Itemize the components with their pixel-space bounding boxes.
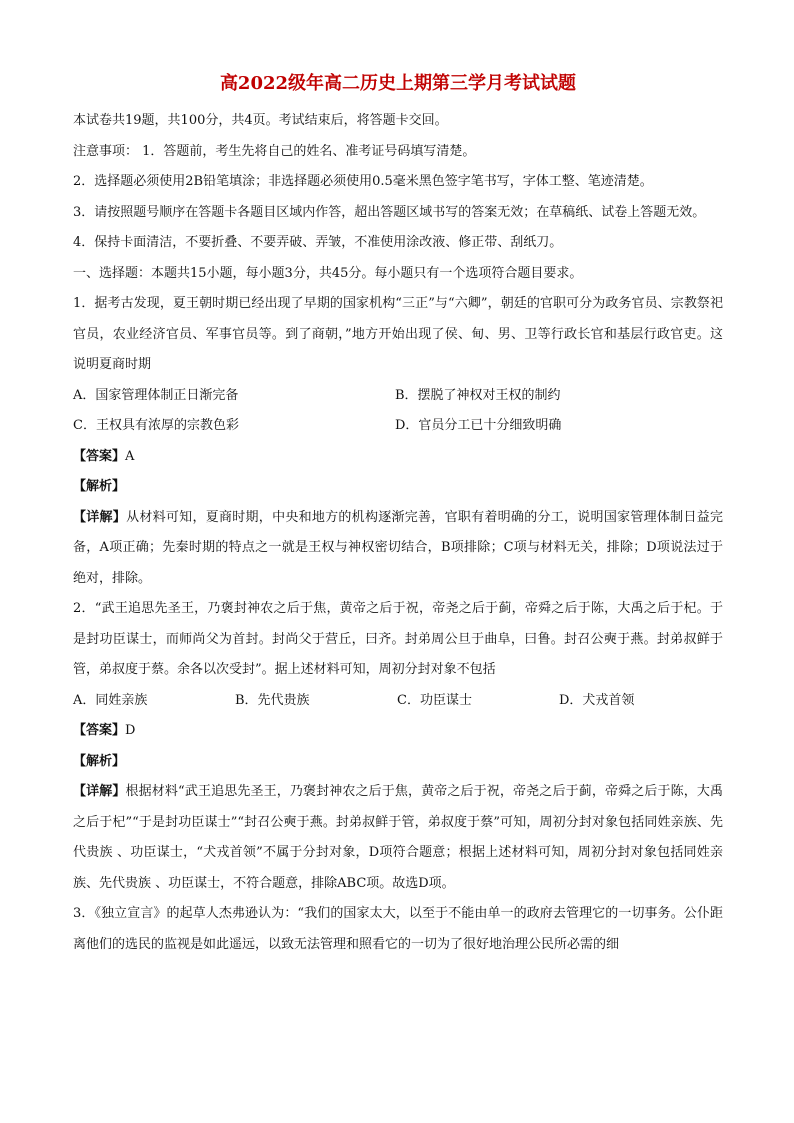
detail-label: 【详解】 [73,509,127,525]
q1-options-row-1 [73,381,723,412]
q2-detail [73,777,723,899]
q2-option-b: B．先代贵族 [235,692,310,708]
q2-option-c: C．功臣谋士 [397,692,472,708]
q2-answer [73,716,723,747]
q1-detail [73,503,723,595]
q2-option-a: A．同姓亲族 [73,692,148,708]
intro-text: 本试卷共19题，共100分，共4页。考试结束后，将答题卡交回。 [73,113,448,128]
q2-detail-text: 根据材料“武王追思先圣王，乃褒封神农之后于焦，黄帝之后于祝，帝尧之后于蓟，帝舜之后于陈，大禹之后于杞”“于是封功臣谋士”“封召公奭于燕。封弟叔鲜于管，弟叔度于蔡”可知，周初分封对象包括同姓亲族、先代贵族 、功臣谋士，“犬戎首领”不属于分封对象，D项符合题意；根据上述材料可知，周初分封对象包括同姓亲族、先代贵族 、功臣谋士，不符合题意，排除ABC项。故选D项。 [73,784,723,891]
q1-answer-value: A [125,448,135,464]
q3-stem: 3．《独立宣言》的起草人杰弗逊认为：“我们的国家太大，以至于不能由单一的政府去管理它的一切事务。公仆距离他们的选民的监视是如此遥远，以致无法管理和照看它的一切为了很好地治理公民所必需的细 [73,906,723,952]
section-heading: 一、选择题：本题共15小题，每小题3分，共45分。每小题只有一个选项符合题目要求。 [73,265,583,281]
notes-line-1 [73,137,723,168]
q1-options-row-2 [73,411,723,442]
q1-analysis-label: 【解析】 [73,479,126,494]
q1-stem: 1．据考古发现，夏王朝时期已经出现了早期的国家机构“三正”与“六卿”，朝廷的官职可分为政务官员、宗教祭祀官员，农业经济官员、军事官员等。到了商朝，”地方开始出现了侯、甸、男、卫等行政长官和基层行政官吏。这说明夏商时期 [73,296,723,372]
notes-label: 注意事项： [73,143,139,159]
q1-option-b: B．摆脱了神权对王权的制约 [395,387,561,403]
note-1: 1．答题前，考生先将自己的姓名、准考证号码填写清楚。 [142,143,476,159]
q1-option-a: A．国家管理体制正日渐完备 [73,387,239,403]
exam-page [73,64,723,960]
page-title: 高2022级年高二历史上期第三学月考试试题 [219,73,577,94]
detail-label: 【详解】 [73,784,126,799]
q1-option-d: D．官员分工已十分细致明确 [395,418,562,433]
answer-label: 【答案】 [73,448,126,464]
q1-option-c: C．王权具有浓厚的宗教色彩 [73,418,239,433]
note-4: 4．保持卡面清洁，不要折叠、不要弄破、弄皱，不准使用涂改液、修正带、刮纸刀。 [73,235,563,250]
answer-label: 【答案】 [73,723,126,738]
q1-detail-text: 从材料可知，夏商时期，中央和地方的机构逐渐完善，官职有着明确的分工，说明国家管理体制日益完备，A项正确；先秦时期的特点之一就是王权与神权密切结合，B项排除；C项与材料无关，排除；D项说法过于绝对，排除。 [73,509,723,586]
q2-analysis-label: 【解析】 [73,753,126,769]
note-2: 2．选择题必须使用2B铅笔填涂；非选择题必须使用0.5毫米黑色签字笔书写，字体工整、笔迹清楚。 [73,174,653,189]
q1-answer [73,442,723,473]
note-3: 3．请按照题号顺序在答题卡各题目区域内作答，超出答题区域书写的答案无效；在草稿纸、试卷上答题无效。 [73,204,706,220]
q2-options-row [73,686,723,717]
q2-answer-value: D [125,723,136,738]
q2-stem: 2．“武王追思先圣王，乃褒封神农之后于焦，黄帝之后于祝，帝尧之后于蓟，帝舜之后于陈，大禹之后于杞。于是封功臣谋士，而师尚父为首封。封尚父于营丘，曰齐。封弟周公旦于曲阜，曰鲁。封召公奭于燕。封弟叔鲜于管，弟叔度于蔡。余各以次受封”。据上述材料可知，周初分封对象不包括 [73,601,723,677]
q2-option-d: D．犬戎首领 [559,692,635,708]
